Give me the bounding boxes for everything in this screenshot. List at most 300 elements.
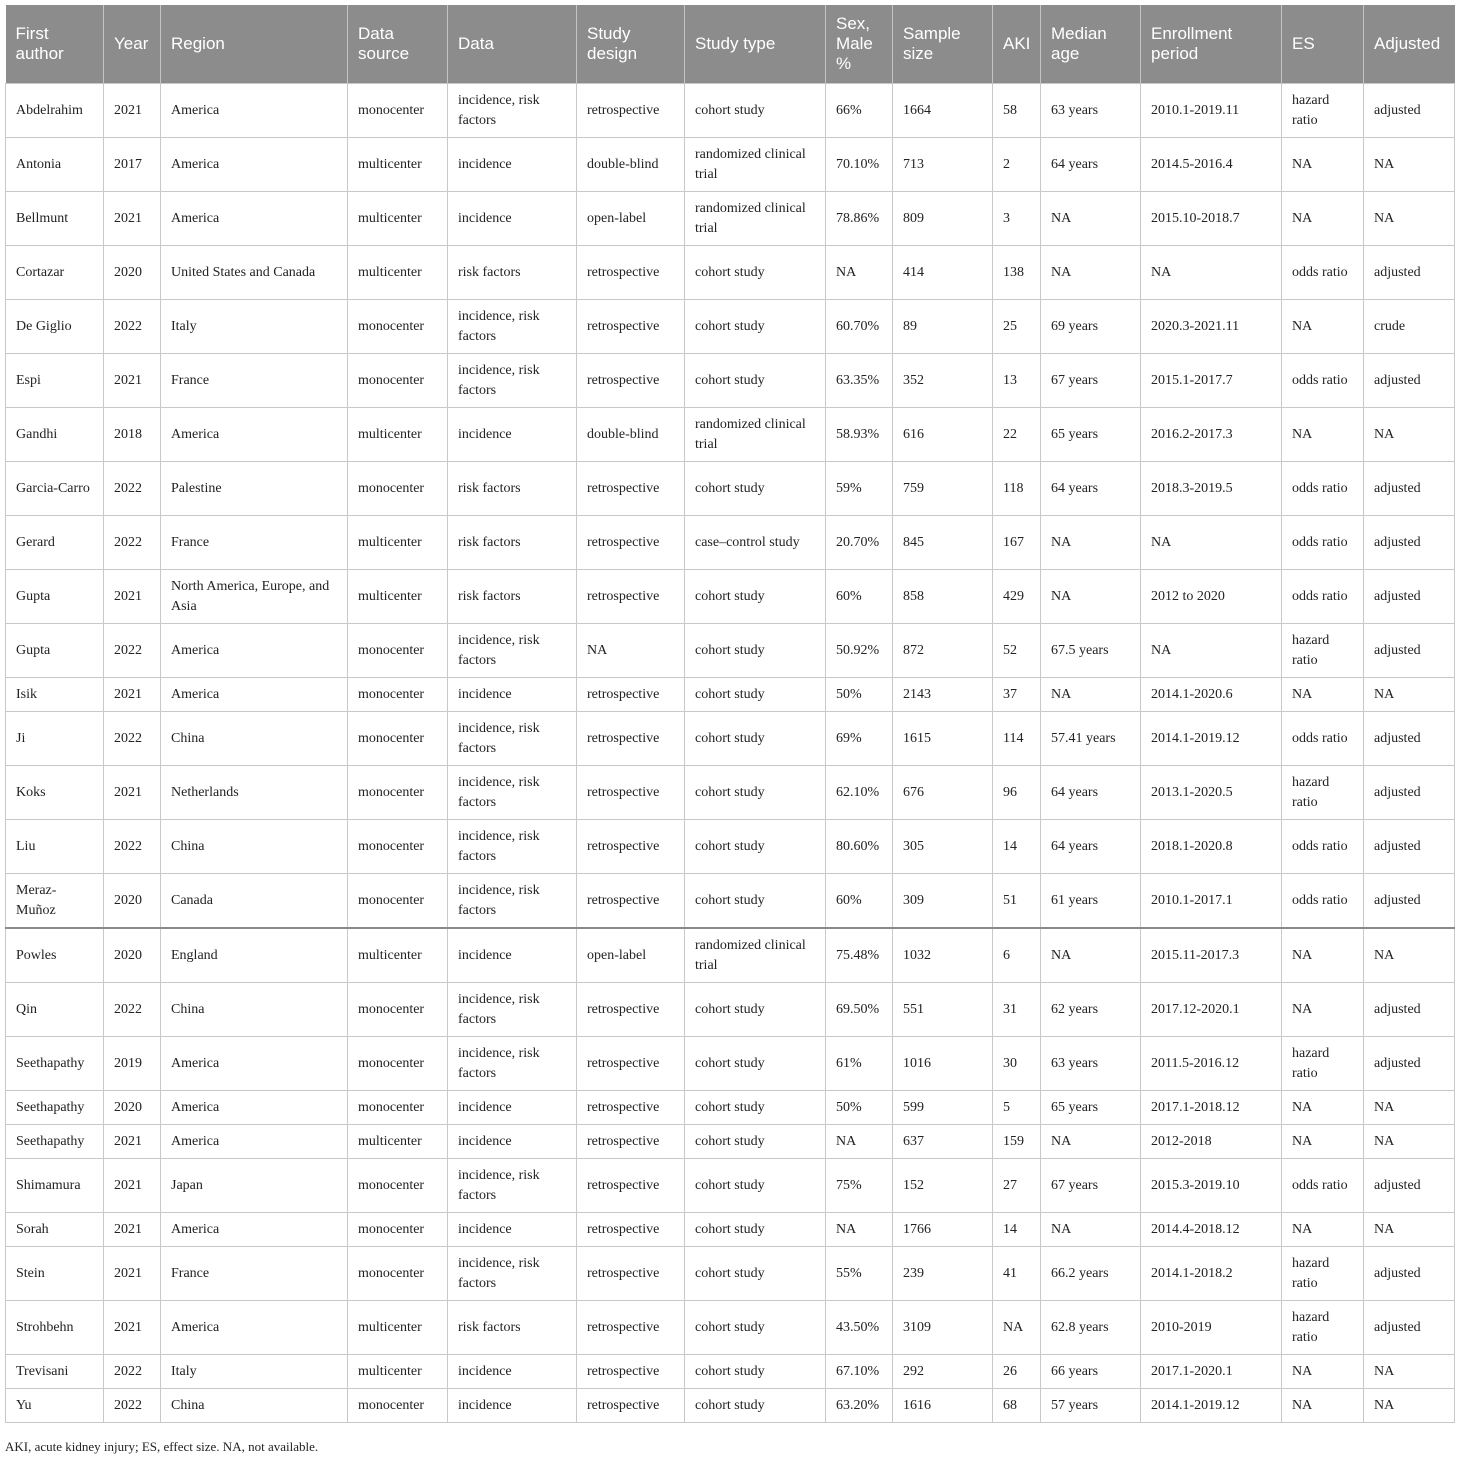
table-cell: 65 years: [1041, 408, 1141, 462]
table-cell: 31: [993, 983, 1041, 1037]
table-cell: 2018: [104, 408, 161, 462]
table-cell: NA: [1041, 570, 1141, 624]
table-cell: 2014.1-2018.2: [1141, 1247, 1282, 1301]
table-cell: 1032: [893, 928, 993, 983]
table-row: [6, 1301, 1455, 1355]
table-cell: 551: [893, 983, 993, 1037]
table-cell: incidence, risk factors: [448, 983, 577, 1037]
table-cell: America: [161, 138, 348, 192]
table-cell: randomized clinical trial: [685, 192, 826, 246]
table-cell: multicenter: [348, 1301, 448, 1355]
table-cell: France: [161, 1247, 348, 1301]
table-cell: 64 years: [1041, 820, 1141, 874]
table-cell: America: [161, 1125, 348, 1159]
table-cell: retrospective: [577, 874, 685, 929]
table-cell: 2022: [104, 300, 161, 354]
table-cell: adjusted: [1364, 874, 1455, 929]
table-cell: 2010.1-2019.11: [1141, 84, 1282, 138]
table-cell: 30: [993, 1037, 1041, 1091]
table-cell: monocenter: [348, 1037, 448, 1091]
table-cell: cohort study: [685, 1091, 826, 1125]
table-cell: incidence: [448, 1355, 577, 1389]
table-cell: cohort study: [685, 766, 826, 820]
table-cell: America: [161, 192, 348, 246]
table-cell: incidence: [448, 1091, 577, 1125]
table-cell: odds ratio: [1282, 246, 1364, 300]
table-cell: risk factors: [448, 462, 577, 516]
table-cell: 64 years: [1041, 766, 1141, 820]
table-cell: 50.92%: [826, 624, 893, 678]
table-cell: 292: [893, 1355, 993, 1389]
table-cell: NA: [1282, 1091, 1364, 1125]
table-cell: odds ratio: [1282, 354, 1364, 408]
column-header: Sample size: [893, 5, 993, 84]
table-cell: 50%: [826, 1091, 893, 1125]
table-cell: 2015.11-2017.3: [1141, 928, 1282, 983]
table-cell: NA: [1141, 624, 1282, 678]
table-cell: 2019: [104, 1037, 161, 1091]
table-cell: Stein: [6, 1247, 104, 1301]
table-cell: 845: [893, 516, 993, 570]
table-cell: Gupta: [6, 624, 104, 678]
table-cell: cohort study: [685, 84, 826, 138]
table-cell: NA: [1364, 1213, 1455, 1247]
table-cell: 75.48%: [826, 928, 893, 983]
table-cell: adjusted: [1364, 1159, 1455, 1213]
table-row: [6, 84, 1455, 138]
table-cell: 13: [993, 354, 1041, 408]
table-row: [6, 874, 1455, 929]
table-cell: NA: [1282, 192, 1364, 246]
table-cell: multicenter: [348, 246, 448, 300]
table-cell: cohort study: [685, 1213, 826, 1247]
table-cell: monocenter: [348, 1159, 448, 1213]
table-cell: 6: [993, 928, 1041, 983]
table-cell: 2020: [104, 874, 161, 929]
table-cell: NA: [993, 1301, 1041, 1355]
table-cell: retrospective: [577, 462, 685, 516]
table-cell: double-blind: [577, 138, 685, 192]
table-cell: 2017.1-2018.12: [1141, 1091, 1282, 1125]
table-cell: incidence, risk factors: [448, 1159, 577, 1213]
table-cell: monocenter: [348, 1213, 448, 1247]
table-cell: randomized clinical trial: [685, 928, 826, 983]
table-cell: 2021: [104, 678, 161, 712]
table-cell: 63 years: [1041, 84, 1141, 138]
table-cell: incidence: [448, 192, 577, 246]
table-cell: cohort study: [685, 820, 826, 874]
column-header: Study type: [685, 5, 826, 84]
table-cell: 2016.2-2017.3: [1141, 408, 1282, 462]
column-header: Study design: [577, 5, 685, 84]
table-cell: America: [161, 84, 348, 138]
table-cell: 2014.1-2019.12: [1141, 712, 1282, 766]
table-row: [6, 1389, 1455, 1423]
table-cell: Isik: [6, 678, 104, 712]
table-cell: 20.70%: [826, 516, 893, 570]
table-cell: 2022: [104, 1355, 161, 1389]
table-cell: adjusted: [1364, 983, 1455, 1037]
table-cell: 2012-2018: [1141, 1125, 1282, 1159]
table-row: [6, 1091, 1455, 1125]
table-cell: adjusted: [1364, 820, 1455, 874]
table-cell: incidence, risk factors: [448, 874, 577, 929]
table-cell: 26: [993, 1355, 1041, 1389]
table-cell: NA: [1282, 300, 1364, 354]
table-cell: NA: [1364, 192, 1455, 246]
table-cell: hazard ratio: [1282, 1247, 1364, 1301]
table-cell: multicenter: [348, 570, 448, 624]
table-cell: 2021: [104, 84, 161, 138]
table-cell: China: [161, 1389, 348, 1423]
table-cell: 69 years: [1041, 300, 1141, 354]
table-cell: America: [161, 408, 348, 462]
table-cell: 52: [993, 624, 1041, 678]
table-cell: Italy: [161, 1355, 348, 1389]
table-cell: 25: [993, 300, 1041, 354]
table-cell: 2: [993, 138, 1041, 192]
table-cell: China: [161, 983, 348, 1037]
column-header: Enrollment period: [1141, 5, 1282, 84]
table-cell: retrospective: [577, 516, 685, 570]
table-cell: NA: [1364, 1091, 1455, 1125]
table-cell: monocenter: [348, 712, 448, 766]
table-cell: 2015.10-2018.7: [1141, 192, 1282, 246]
table-cell: odds ratio: [1282, 712, 1364, 766]
table-cell: cohort study: [685, 462, 826, 516]
table-cell: 152: [893, 1159, 993, 1213]
table-cell: 2014.1-2020.6: [1141, 678, 1282, 712]
table-row: [6, 820, 1455, 874]
table-cell: 64 years: [1041, 462, 1141, 516]
table-cell: incidence, risk factors: [448, 1037, 577, 1091]
table-cell: NA: [1282, 983, 1364, 1037]
table-cell: 2022: [104, 462, 161, 516]
table-cell: adjusted: [1364, 624, 1455, 678]
table-cell: 2022: [104, 1389, 161, 1423]
table-row: [6, 516, 1455, 570]
table-cell: 57 years: [1041, 1389, 1141, 1423]
table-cell: 2022: [104, 983, 161, 1037]
table-cell: Netherlands: [161, 766, 348, 820]
table-cell: 599: [893, 1091, 993, 1125]
table-cell: incidence: [448, 1125, 577, 1159]
table-cell: Seethapathy: [6, 1037, 104, 1091]
table-cell: 63.35%: [826, 354, 893, 408]
table-cell: cohort study: [685, 624, 826, 678]
table-cell: 78.86%: [826, 192, 893, 246]
table-cell: monocenter: [348, 678, 448, 712]
table-cell: Shimamura: [6, 1159, 104, 1213]
table-cell: 68: [993, 1389, 1041, 1423]
table-cell: retrospective: [577, 712, 685, 766]
table-cell: 352: [893, 354, 993, 408]
table-cell: 66 years: [1041, 1355, 1141, 1389]
table-cell: monocenter: [348, 983, 448, 1037]
table-cell: multicenter: [348, 408, 448, 462]
table-cell: 2014.5-2016.4: [1141, 138, 1282, 192]
table-cell: incidence, risk factors: [448, 712, 577, 766]
table-row: [6, 462, 1455, 516]
table-cell: incidence, risk factors: [448, 624, 577, 678]
table-cell: 138: [993, 246, 1041, 300]
table-cell: 2022: [104, 712, 161, 766]
table-cell: America: [161, 1301, 348, 1355]
table-cell: 2022: [104, 624, 161, 678]
table-cell: 2018.3-2019.5: [1141, 462, 1282, 516]
table-cell: 2022: [104, 820, 161, 874]
table-cell: 2013.1-2020.5: [1141, 766, 1282, 820]
table-cell: risk factors: [448, 570, 577, 624]
table-cell: Gupta: [6, 570, 104, 624]
table-cell: retrospective: [577, 354, 685, 408]
table-cell: monocenter: [348, 1091, 448, 1125]
table-cell: multicenter: [348, 138, 448, 192]
table-cell: crude: [1364, 300, 1455, 354]
table-cell: NA: [826, 246, 893, 300]
table-cell: China: [161, 712, 348, 766]
table-cell: incidence, risk factors: [448, 1247, 577, 1301]
column-header: Data: [448, 5, 577, 84]
table-cell: adjusted: [1364, 516, 1455, 570]
table-cell: open-label: [577, 192, 685, 246]
table-cell: 60%: [826, 570, 893, 624]
table-cell: cohort study: [685, 570, 826, 624]
table-cell: Italy: [161, 300, 348, 354]
table-cell: open-label: [577, 928, 685, 983]
table-cell: 63 years: [1041, 1037, 1141, 1091]
table-cell: 1664: [893, 84, 993, 138]
table-cell: England: [161, 928, 348, 983]
table-cell: Sorah: [6, 1213, 104, 1247]
table-row: [6, 928, 1455, 983]
table-row: [6, 246, 1455, 300]
table-row: [6, 712, 1455, 766]
table-cell: NA: [1282, 1125, 1364, 1159]
table-cell: 713: [893, 138, 993, 192]
table-cell: 75%: [826, 1159, 893, 1213]
table-cell: retrospective: [577, 84, 685, 138]
table-cell: NA: [1141, 246, 1282, 300]
table-cell: NA: [826, 1125, 893, 1159]
table-row: [6, 408, 1455, 462]
table-cell: cohort study: [685, 1125, 826, 1159]
table-cell: Bellmunt: [6, 192, 104, 246]
table-cell: 2012 to 2020: [1141, 570, 1282, 624]
column-header: Adjusted: [1364, 5, 1455, 84]
table-cell: adjusted: [1364, 354, 1455, 408]
table-cell: multicenter: [348, 928, 448, 983]
column-header: Sex, Male %: [826, 5, 893, 84]
table-cell: cohort study: [685, 874, 826, 929]
table-cell: 50%: [826, 678, 893, 712]
table-cell: monocenter: [348, 1389, 448, 1423]
table-cell: adjusted: [1364, 570, 1455, 624]
table-cell: retrospective: [577, 1213, 685, 1247]
table-cell: Garcia-Carro: [6, 462, 104, 516]
table-cell: monocenter: [348, 766, 448, 820]
table-cell: 2021: [104, 1213, 161, 1247]
table-cell: 59%: [826, 462, 893, 516]
table-cell: NA: [1041, 1125, 1141, 1159]
table-cell: Gerard: [6, 516, 104, 570]
table-cell: hazard ratio: [1282, 84, 1364, 138]
table-cell: 89: [893, 300, 993, 354]
table-cell: 69%: [826, 712, 893, 766]
table-cell: 2014.4-2018.12: [1141, 1213, 1282, 1247]
table-cell: 309: [893, 874, 993, 929]
table-cell: NA: [1282, 1389, 1364, 1423]
table-cell: Gandhi: [6, 408, 104, 462]
table-cell: retrospective: [577, 1301, 685, 1355]
table-cell: 114: [993, 712, 1041, 766]
table-cell: NA: [1282, 138, 1364, 192]
table-cell: 1616: [893, 1389, 993, 1423]
table-cell: retrospective: [577, 678, 685, 712]
table-cell: cohort study: [685, 354, 826, 408]
table-cell: odds ratio: [1282, 1159, 1364, 1213]
table-cell: NA: [1282, 408, 1364, 462]
table-cell: cohort study: [685, 246, 826, 300]
table-cell: risk factors: [448, 246, 577, 300]
table-cell: retrospective: [577, 1037, 685, 1091]
table-cell: America: [161, 678, 348, 712]
table-cell: NA: [1364, 1355, 1455, 1389]
table-cell: 51: [993, 874, 1041, 929]
table-row: [6, 624, 1455, 678]
table-cell: 2017: [104, 138, 161, 192]
table-cell: North America, Europe, and Asia: [161, 570, 348, 624]
table-cell: 66.2 years: [1041, 1247, 1141, 1301]
table-cell: adjusted: [1364, 246, 1455, 300]
table-row: [6, 570, 1455, 624]
table-cell: NA: [1041, 516, 1141, 570]
table-cell: 429: [993, 570, 1041, 624]
table-cell: 2014.1-2019.12: [1141, 1389, 1282, 1423]
table-cell: multicenter: [348, 1125, 448, 1159]
table-cell: Koks: [6, 766, 104, 820]
column-header: Median age: [1041, 5, 1141, 84]
table-row: [6, 983, 1455, 1037]
table-cell: double-blind: [577, 408, 685, 462]
column-header: Data source: [348, 5, 448, 84]
table-cell: 67.10%: [826, 1355, 893, 1389]
table-cell: America: [161, 1213, 348, 1247]
table-cell: NA: [1282, 1355, 1364, 1389]
table-cell: adjusted: [1364, 84, 1455, 138]
table-cell: retrospective: [577, 983, 685, 1037]
table-cell: cohort study: [685, 1247, 826, 1301]
table-cell: 62.8 years: [1041, 1301, 1141, 1355]
table-cell: monocenter: [348, 354, 448, 408]
table-cell: hazard ratio: [1282, 1301, 1364, 1355]
table-cell: 64 years: [1041, 138, 1141, 192]
table-cell: Strohbehn: [6, 1301, 104, 1355]
table-cell: 60.70%: [826, 300, 893, 354]
table-cell: 5: [993, 1091, 1041, 1125]
table-cell: De Giglio: [6, 300, 104, 354]
table-cell: odds ratio: [1282, 516, 1364, 570]
table-cell: NA: [1041, 246, 1141, 300]
table-cell: 809: [893, 192, 993, 246]
table-cell: 67.5 years: [1041, 624, 1141, 678]
table-cell: monocenter: [348, 462, 448, 516]
table-cell: 2020: [104, 928, 161, 983]
table-cell: 37: [993, 678, 1041, 712]
table-cell: hazard ratio: [1282, 766, 1364, 820]
table-cell: retrospective: [577, 1247, 685, 1301]
study-characteristics-table: [5, 5, 1455, 1423]
table-cell: 22: [993, 408, 1041, 462]
table-cell: NA: [1364, 1125, 1455, 1159]
table-cell: Seethapathy: [6, 1091, 104, 1125]
table-cell: randomized clinical trial: [685, 138, 826, 192]
table-cell: Yu: [6, 1389, 104, 1423]
table-cell: 14: [993, 820, 1041, 874]
table-cell: 69.50%: [826, 983, 893, 1037]
table-cell: Antonia: [6, 138, 104, 192]
table-row: [6, 1037, 1455, 1091]
table-cell: NA: [1364, 408, 1455, 462]
table-cell: 1766: [893, 1213, 993, 1247]
table-cell: retrospective: [577, 766, 685, 820]
table-cell: retrospective: [577, 1125, 685, 1159]
table-cell: multicenter: [348, 516, 448, 570]
table-cell: Palestine: [161, 462, 348, 516]
table-cell: monocenter: [348, 874, 448, 929]
table-row: [6, 678, 1455, 712]
table-cell: risk factors: [448, 516, 577, 570]
table-cell: NA: [577, 624, 685, 678]
table-cell: 96: [993, 766, 1041, 820]
table-cell: randomized clinical trial: [685, 408, 826, 462]
table-row: [6, 354, 1455, 408]
table-cell: 858: [893, 570, 993, 624]
table-cell: cohort study: [685, 712, 826, 766]
table-cell: America: [161, 1037, 348, 1091]
table-cell: 2011.5-2016.12: [1141, 1037, 1282, 1091]
table-cell: 80.60%: [826, 820, 893, 874]
table-cell: multicenter: [348, 192, 448, 246]
table-cell: monocenter: [348, 84, 448, 138]
table-cell: incidence, risk factors: [448, 84, 577, 138]
table-cell: United States and Canada: [161, 246, 348, 300]
table-cell: 67 years: [1041, 1159, 1141, 1213]
table-cell: 2018.1-2020.8: [1141, 820, 1282, 874]
table-cell: 55%: [826, 1247, 893, 1301]
table-cell: case–control study: [685, 516, 826, 570]
table-cell: 65 years: [1041, 1091, 1141, 1125]
table-cell: adjusted: [1364, 462, 1455, 516]
table-cell: retrospective: [577, 1091, 685, 1125]
table-cell: 1016: [893, 1037, 993, 1091]
table-cell: NA: [1364, 138, 1455, 192]
table-cell: retrospective: [577, 570, 685, 624]
table-cell: 58: [993, 84, 1041, 138]
table-cell: 61 years: [1041, 874, 1141, 929]
table-cell: cohort study: [685, 1301, 826, 1355]
table-row: [6, 1213, 1455, 1247]
table-cell: 2021: [104, 192, 161, 246]
table-cell: adjusted: [1364, 1037, 1455, 1091]
table-cell: NA: [1041, 192, 1141, 246]
table-cell: risk factors: [448, 1301, 577, 1355]
table-cell: 43.50%: [826, 1301, 893, 1355]
table-cell: 616: [893, 408, 993, 462]
table-cell: 759: [893, 462, 993, 516]
table-cell: 3109: [893, 1301, 993, 1355]
table-cell: 2010.1-2017.1: [1141, 874, 1282, 929]
